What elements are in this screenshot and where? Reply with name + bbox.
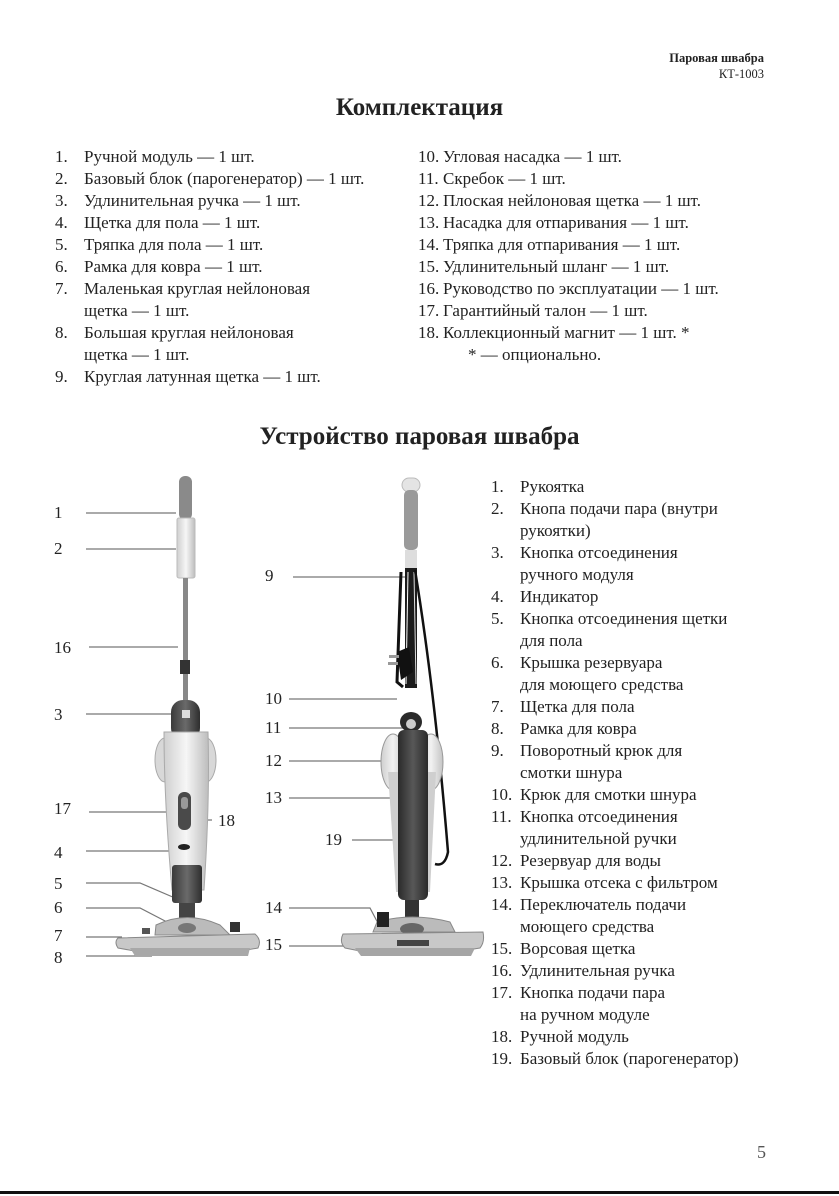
- callout-label: 16: [54, 638, 71, 657]
- list-item: [418, 278, 818, 300]
- list-item: [418, 146, 818, 168]
- parts-list: [491, 476, 821, 1070]
- item-number: 11.: [491, 807, 512, 826]
- item-text: Круглая латунная щетка — 1 шт.: [84, 367, 321, 386]
- list-item: [55, 256, 415, 278]
- item-text: Удлинительная ручка: [520, 961, 675, 980]
- item-number: 10.: [491, 785, 513, 804]
- callout-label: 9: [265, 566, 274, 585]
- item-number: 14.: [491, 895, 513, 914]
- list-item: [491, 652, 821, 696]
- item-text-continued: для пола: [520, 631, 583, 650]
- item-number: 18.: [418, 323, 440, 342]
- list-item: [491, 960, 821, 982]
- list-item: [491, 542, 821, 586]
- list-item: [491, 850, 821, 872]
- item-text-continued: для моющего средства: [520, 675, 684, 694]
- item-number: 12.: [491, 851, 513, 870]
- item-text: Резервуар для воды: [520, 851, 661, 870]
- item-text-continued: щетка — 1 шт.: [84, 301, 190, 320]
- item-text: Удлинительный шланг — 1 шт.: [443, 257, 670, 276]
- item-number: 5.: [491, 609, 504, 628]
- list-item: [418, 322, 818, 366]
- bottom-rule: [0, 1191, 839, 1194]
- item-text: Ручной модуль: [520, 1027, 629, 1046]
- item-text-continued: на ручном модуле: [520, 1005, 650, 1024]
- item-text: Рамка для ковра — 1 шт.: [84, 257, 263, 276]
- callout-label: 13: [265, 788, 282, 807]
- item-number: 14.: [418, 235, 440, 254]
- item-text: Маленькая круглая нейлоновая: [84, 279, 311, 298]
- list-item: [55, 278, 415, 322]
- list-item: [491, 1048, 821, 1070]
- list-item: [418, 212, 818, 234]
- item-number: 16.: [418, 279, 440, 298]
- list-item: [55, 190, 415, 212]
- list-item: [418, 190, 818, 212]
- item-number: 1.: [55, 147, 68, 166]
- callout-label: 15: [265, 935, 282, 954]
- item-text: Руководство по эксплуатации — 1 шт.: [443, 279, 719, 298]
- callout-label: 19: [325, 830, 342, 849]
- item-text: Кнопка отсоединения: [520, 807, 678, 826]
- item-number: 17.: [491, 983, 513, 1002]
- item-text: Скребок — 1 шт.: [443, 169, 566, 188]
- item-number: 10.: [418, 147, 440, 166]
- item-text: Рукоятка: [520, 477, 585, 496]
- item-text: Рамка для ковра: [520, 719, 637, 738]
- list-item: [55, 168, 415, 190]
- item-number: 3.: [55, 191, 68, 210]
- callout-label: 18: [218, 811, 235, 830]
- contents-list-right: [418, 146, 818, 366]
- list-item: [491, 872, 821, 894]
- list-item: [418, 168, 818, 190]
- item-number: 8.: [55, 323, 68, 342]
- callout-label: 11: [265, 718, 282, 737]
- mop-side-illustration: [285, 472, 485, 962]
- item-text: Удлинительная ручка — 1 шт.: [84, 191, 301, 210]
- callout-label: 5: [54, 874, 63, 893]
- item-number: 8.: [491, 719, 504, 738]
- callout-label: 8: [54, 948, 63, 967]
- callout-label: 12: [265, 751, 282, 770]
- item-text-continued: щетка — 1 шт.: [84, 345, 190, 364]
- item-text: Крюк для смотки шнура: [520, 785, 697, 804]
- item-text: Щетка для пола — 1 шт.: [84, 213, 261, 232]
- item-number: 12.: [418, 191, 440, 210]
- section-title-contents: Комплектация: [335, 94, 504, 121]
- callout-label: 7: [54, 926, 63, 945]
- item-text-continued: рукоятки): [520, 521, 591, 540]
- item-number: 17.: [418, 301, 440, 320]
- footnote: * — опционально.: [468, 345, 602, 364]
- item-number: 4.: [491, 587, 504, 606]
- item-text: Щетка для пола: [520, 697, 635, 716]
- list-item: [55, 234, 415, 256]
- item-text: Коллекционный магнит — 1 шт. *: [443, 323, 690, 342]
- callout-label: 10: [265, 689, 282, 708]
- list-item: [55, 366, 415, 388]
- item-number: 9.: [55, 367, 68, 386]
- item-number: 11.: [418, 169, 439, 188]
- item-number: 15.: [418, 257, 440, 276]
- callout-label: 6: [54, 898, 63, 917]
- list-item: [491, 1026, 821, 1048]
- item-text: Кнопка отсоединения: [520, 543, 678, 562]
- callout-label: 1: [54, 503, 63, 522]
- section-title-device: Устройство паровая швабра: [259, 423, 580, 450]
- item-number: 13.: [491, 873, 513, 892]
- callout-label: 2: [54, 539, 63, 558]
- item-text: Большая круглая нейлоновая: [84, 323, 294, 342]
- callout-label: 14: [265, 898, 282, 917]
- list-item: [491, 784, 821, 806]
- item-text: Индикатор: [520, 587, 599, 606]
- item-number: 2.: [491, 499, 504, 518]
- item-number: 13.: [418, 213, 440, 232]
- item-number: 7.: [55, 279, 68, 298]
- item-number: 4.: [55, 213, 68, 232]
- item-text-continued: ручного модуля: [520, 565, 634, 584]
- list-item: [491, 718, 821, 740]
- callout-label: 3: [54, 705, 63, 724]
- item-text: Крышка резервуара: [520, 653, 663, 672]
- item-text: Крышка отсека с фильтром: [520, 873, 718, 892]
- item-number: 3.: [491, 543, 504, 562]
- item-number: 6.: [55, 257, 68, 276]
- item-text: Базовый блок (парогенератор): [520, 1049, 739, 1068]
- item-text-continued: моющего средства: [520, 917, 655, 936]
- header-title: Паровая швабра: [669, 51, 764, 65]
- item-number: 2.: [55, 169, 68, 188]
- header-model: КТ-1003: [718, 67, 764, 81]
- item-text: Кнопка подачи пара: [520, 983, 666, 1002]
- item-number: 6.: [491, 653, 504, 672]
- item-text: Тряпка для пола — 1 шт.: [84, 235, 264, 254]
- item-text: Ручной модуль — 1 шт.: [84, 147, 255, 166]
- callout-label: 17: [54, 799, 71, 818]
- item-number: 1.: [491, 477, 504, 496]
- list-item: [491, 806, 821, 850]
- item-number: 18.: [491, 1027, 513, 1046]
- list-item: [491, 608, 821, 652]
- list-item: [491, 586, 821, 608]
- list-item: [491, 476, 821, 498]
- item-text: Гарантийный талон — 1 шт.: [443, 301, 648, 320]
- item-text: Насадка для отпаривания — 1 шт.: [443, 213, 689, 232]
- item-number: 7.: [491, 697, 504, 716]
- list-item: [491, 696, 821, 718]
- list-item: [418, 234, 818, 256]
- running-header: [669, 50, 764, 82]
- list-item: [491, 938, 821, 960]
- list-item: [418, 256, 818, 278]
- item-text: Ворсовая щетка: [520, 939, 636, 958]
- item-number: 15.: [491, 939, 513, 958]
- list-item: [491, 982, 821, 1026]
- item-text: Переключатель подачи: [520, 895, 687, 914]
- item-number: 19.: [491, 1049, 513, 1068]
- list-item: [491, 740, 821, 784]
- contents-list-left: [55, 146, 415, 388]
- list-item: [55, 212, 415, 234]
- item-text-continued: удлинительной ручки: [520, 829, 677, 848]
- item-number: 9.: [491, 741, 504, 760]
- list-item: [491, 498, 821, 542]
- item-text: Базовый блок (парогенератор) — 1 шт.: [84, 169, 365, 188]
- mop-front-illustration: [80, 470, 270, 970]
- item-text: Угловая насадка — 1 шт.: [443, 147, 622, 166]
- list-item: [491, 894, 821, 938]
- item-text: Плоская нейлоновая щетка — 1 шт.: [443, 191, 701, 210]
- item-number: 16.: [491, 961, 513, 980]
- item-text: Кнопка отсоединения щетки: [520, 609, 728, 628]
- item-text-continued: смотки шнура: [520, 763, 623, 782]
- item-number: 5.: [55, 235, 68, 254]
- list-item: [418, 300, 818, 322]
- callout-label: 4: [54, 843, 63, 862]
- item-text: Тряпка для отпаривания — 1 шт.: [443, 235, 681, 254]
- item-text: Кнопа подачи пара (внутри: [520, 499, 718, 518]
- item-text: Поворотный крюк для: [520, 741, 683, 760]
- page-number: 5: [757, 1142, 766, 1162]
- list-item: [55, 322, 415, 366]
- list-item: [55, 146, 415, 168]
